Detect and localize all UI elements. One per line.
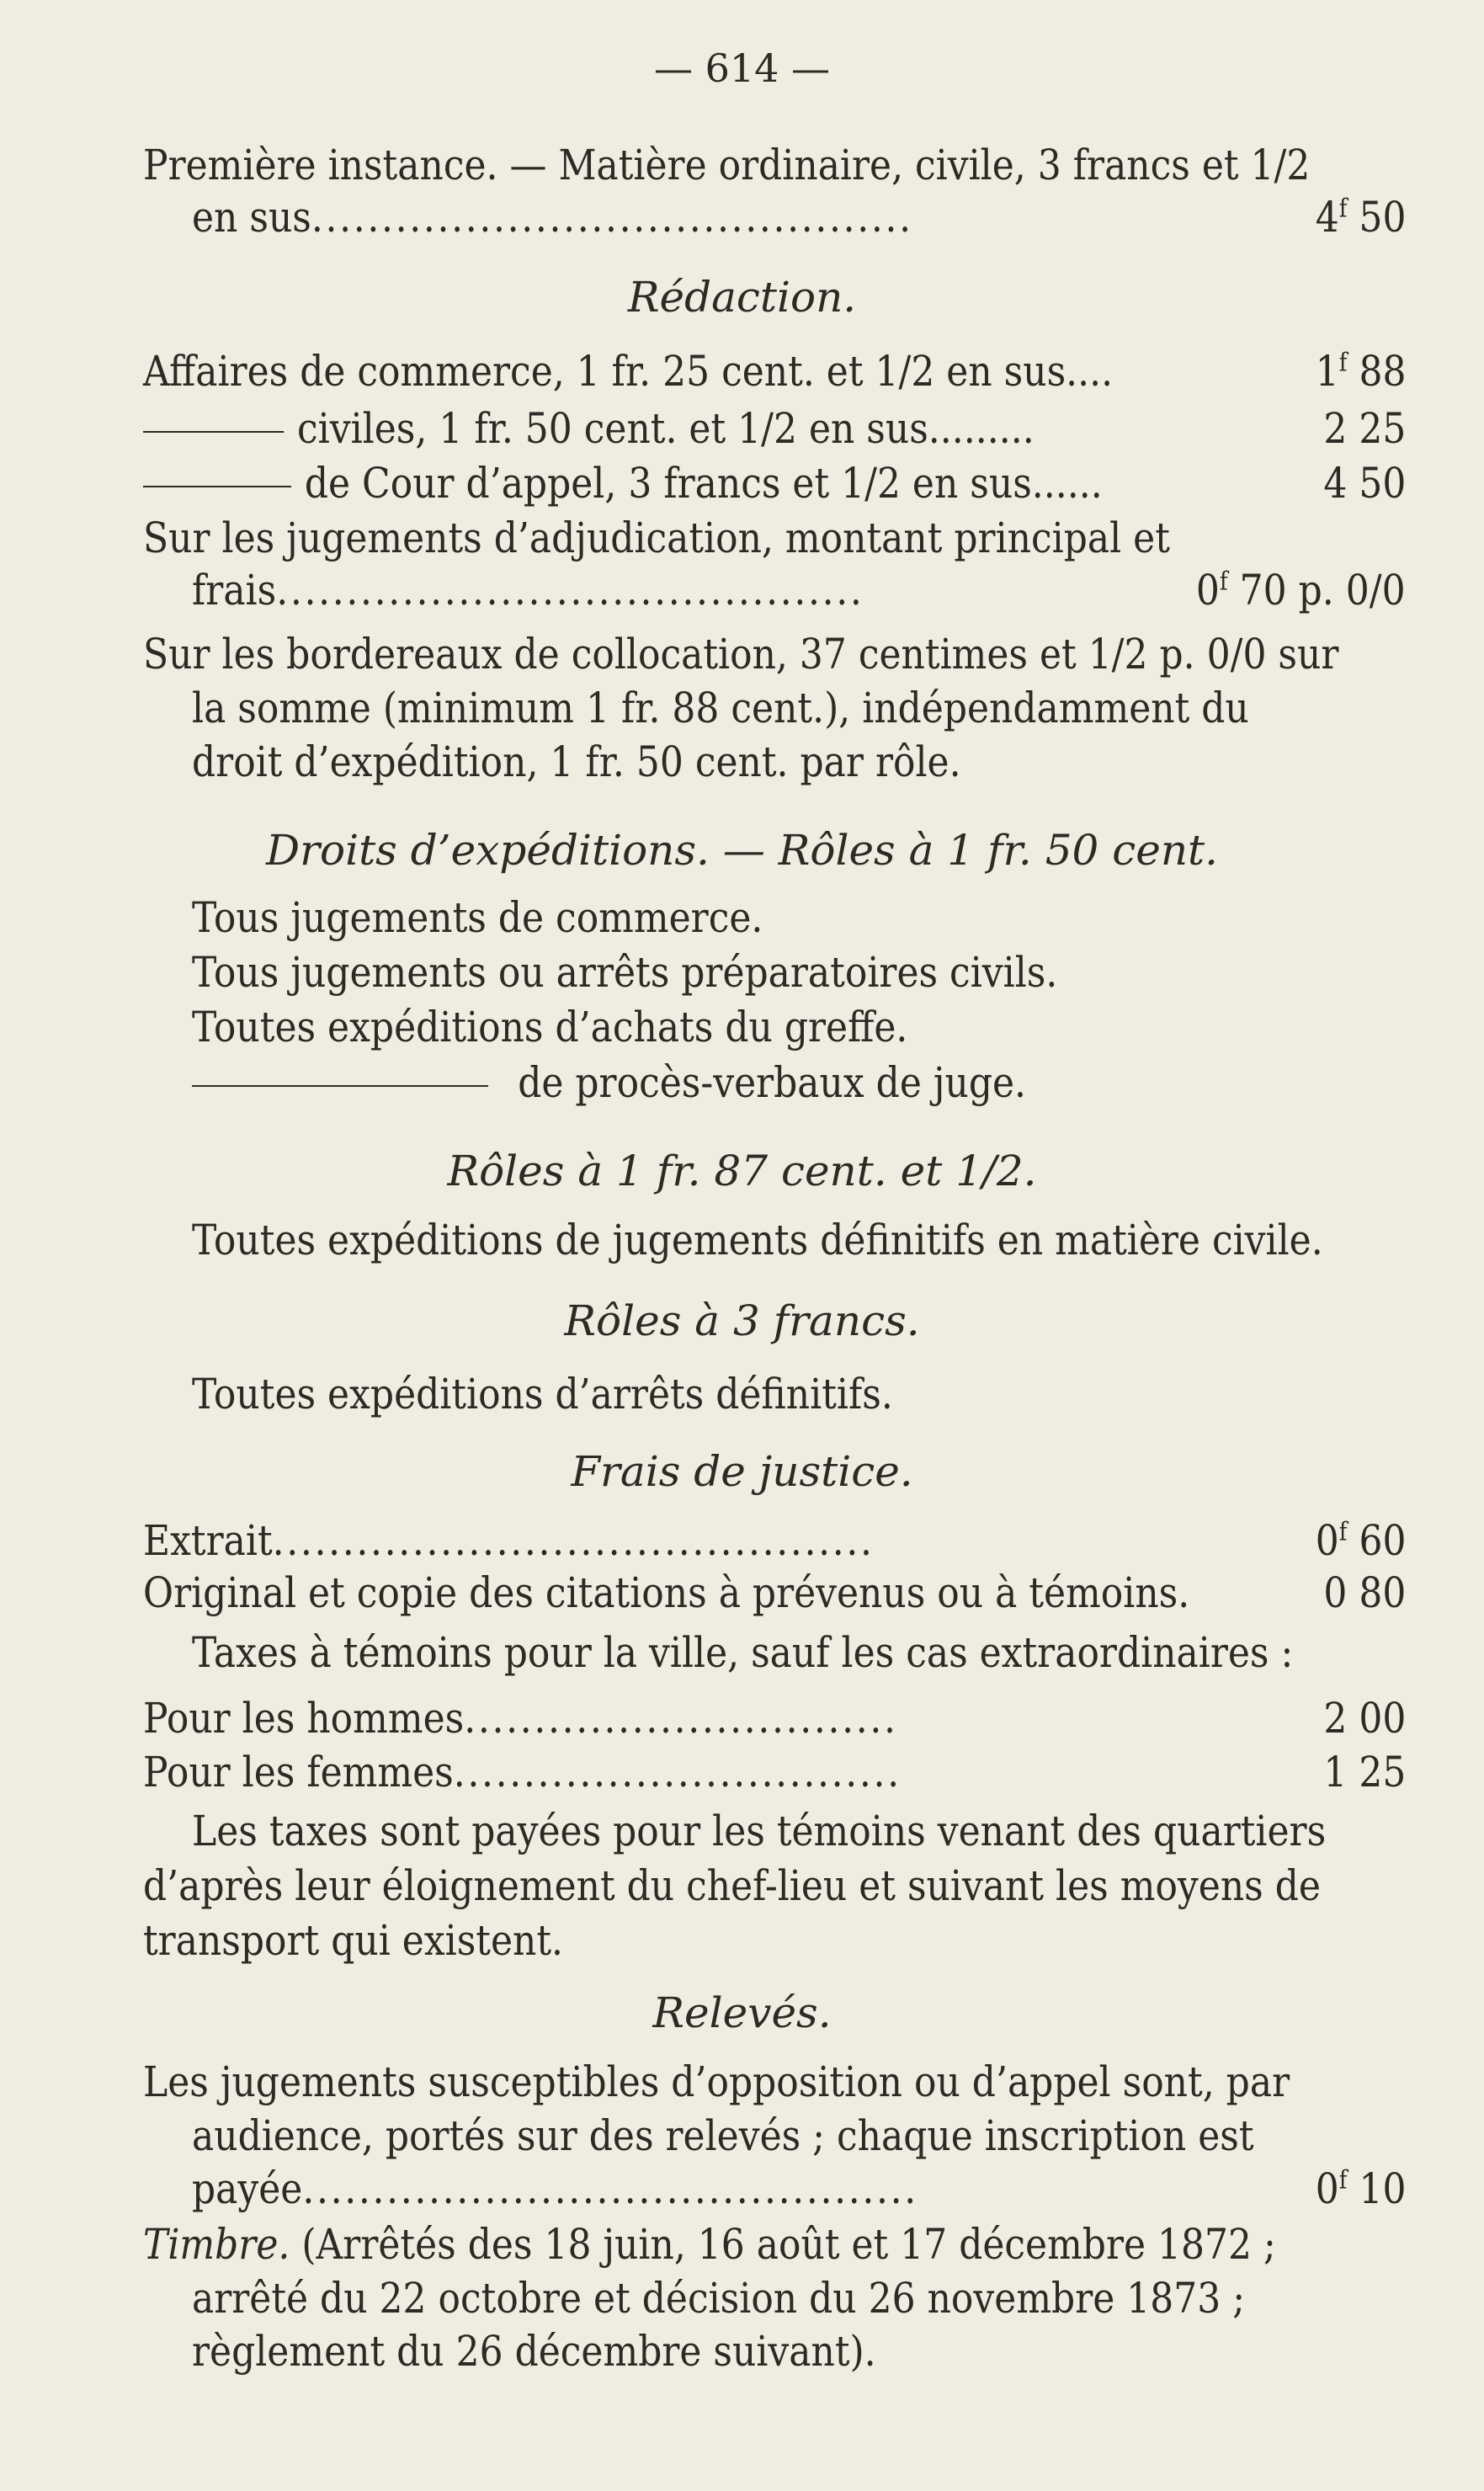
text-line: de Cour d’appel, 3 francs et 1/2 en sus...... — [143, 455, 1254, 511]
section-heading: Rôles à 1 fr. 87 cent. et 1/2. — [447, 1147, 1037, 1195]
text-line: Affaires de commerce, 1 fr. 25 cent. et 1/2 en sus.... — [143, 347, 1114, 396]
text-line: Original et copie des citations à prévenus ou à témoins. — [143, 1568, 1190, 1617]
text-line: la somme (minimum 1 fr. 88 cent.), indépendamment du — [192, 684, 1249, 732]
text-line: Toutes expéditions de jugements définitifs en matière civile. — [192, 1216, 1323, 1264]
text-line: Tous jugements ou arrêts préparatoires civils. — [192, 948, 1058, 997]
text-line: payée............................................ — [192, 2164, 918, 2213]
amount: 4$^f$ 50 — [1315, 193, 1406, 242]
amount: 0 80 — [1323, 1568, 1406, 1617]
text-line: Toutes expéditions d’arrêts définitifs. — [192, 1370, 893, 1418]
text-line: Tous jugements de commerce. — [192, 893, 763, 942]
section-heading: Rédaction. — [627, 273, 857, 322]
text-line: droit d’expédition, 1 fr. 50 cent. par rôle. — [192, 737, 961, 786]
section-heading: Frais de justice. — [571, 1447, 913, 1496]
amount: 0$^f$ 70 p. 0/0 — [1196, 566, 1406, 615]
text-line: Extrait........................................... — [143, 1516, 875, 1565]
text-line: d’après leur éloignement du chef-lieu et suivant les moyens de — [143, 1861, 1321, 1910]
text-line: frais.......................................... — [192, 566, 864, 615]
amount: 2 25 — [1323, 404, 1406, 453]
amount: 1$^f$ 88 — [1315, 347, 1406, 396]
text-line: règlement du 26 décembre suivant). — [192, 2327, 876, 2376]
section-heading: Relevés. — [652, 1988, 832, 2037]
text-line: Première instance. — Matière ordinaire, civile, 3 francs et 1/2 — [143, 141, 1311, 189]
text-line: en sus........................................... — [192, 193, 913, 242]
text-line: arrêté du 22 octobre et décision du 26 novembre 1873 ; — [192, 2274, 1246, 2323]
section-heading: Droits d’expéditions. — Rôles à 1 fr. 50 cent. — [265, 826, 1219, 875]
text-line: Pour les hommes............................... — [143, 1694, 898, 1743]
amount: 0$^f$ 60 — [1315, 1516, 1406, 1565]
text-line: de procès-verbaux de juge. — [192, 1055, 1303, 1110]
ditto-rule — [192, 1085, 488, 1087]
text-line: Timbre. (Arrêtés des 18 juin, 16 août et 17 décembre 1872 ; — [143, 2220, 1276, 2269]
text-line: audience, portés sur des relevés ; chaque inscription est — [192, 2111, 1254, 2160]
text-line: Les taxes sont payées pour les témoins venant des quartiers — [192, 1807, 1327, 1855]
ditto-rule — [143, 431, 284, 433]
text-line: Pour les femmes................................ — [143, 1748, 902, 1796]
page-number: — 614 — — [653, 45, 831, 91]
text-line: transport qui existent. — [143, 1916, 564, 1965]
text-line: Sur les bordereaux de collocation, 37 centimes et 1/2 p. 0/0 sur — [143, 630, 1339, 679]
amount: 1 25 — [1323, 1748, 1406, 1796]
amount: 0$^f$ 10 — [1315, 2164, 1406, 2213]
text-line: Toutes expéditions d’achats du greffe. — [192, 1003, 908, 1051]
amount: 4 50 — [1323, 459, 1406, 508]
amount: 2 00 — [1323, 1694, 1406, 1743]
text-line: civiles, 1 fr. 50 cent. et 1/2 en sus......... — [143, 401, 1254, 456]
text-line: Les jugements susceptibles d’opposition ou d’appel sont, par — [143, 2057, 1290, 2106]
section-heading: Rôles à 3 francs. — [564, 1296, 920, 1345]
text-line: Taxes à témoins pour la ville, sauf les cas extraordinaires : — [192, 1628, 1294, 1677]
text-line: Sur les jugements d’adjudication, montant principal et — [143, 514, 1170, 562]
ditto-rule — [143, 486, 291, 487]
